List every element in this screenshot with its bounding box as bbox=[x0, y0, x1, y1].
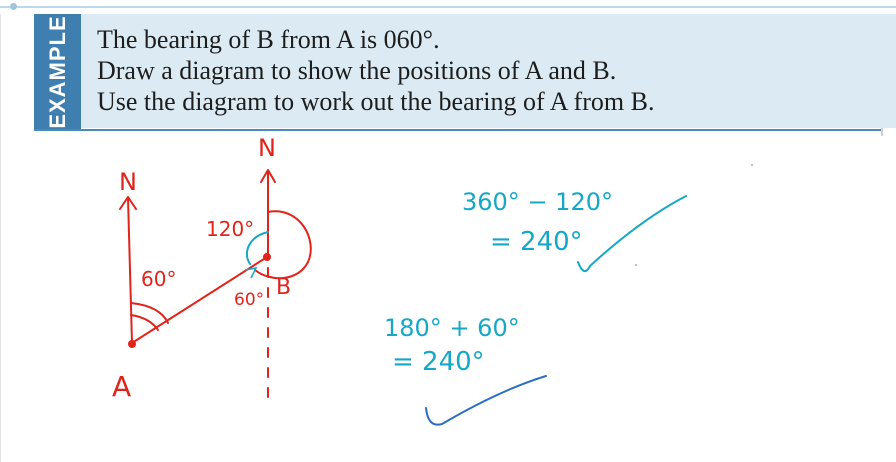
label-angle-60-b: 60° bbox=[234, 290, 265, 310]
method2-line1: 180° + 60° bbox=[384, 314, 520, 342]
point-b bbox=[263, 253, 271, 261]
tick-mark-2 bbox=[426, 376, 546, 425]
label-north-b: N bbox=[258, 134, 276, 162]
label-angle-60-a: 60° bbox=[141, 267, 177, 291]
question-line-1: The bearing of B from A is 060°. bbox=[97, 25, 440, 54]
method1-line1: 360° − 120° bbox=[462, 188, 613, 216]
method2-line2: = 240° bbox=[392, 347, 485, 377]
north-line-a bbox=[128, 198, 132, 343]
label-a: A bbox=[112, 370, 132, 403]
label-b: B bbox=[276, 275, 292, 300]
method1-line2: = 240° bbox=[490, 227, 583, 257]
question-line-3: Use the diagram to work out the bearing of A from B. bbox=[97, 87, 655, 116]
question-line-2: Draw a diagram to show the positions of A and B. bbox=[97, 56, 617, 85]
label-north-a: N bbox=[119, 168, 137, 196]
reflex-arc-b bbox=[255, 211, 311, 278]
point-a bbox=[128, 340, 136, 348]
angle-arc-a bbox=[131, 303, 168, 323]
label-angle-120-b: 120° bbox=[206, 217, 255, 241]
example-tab-label: EXAMPLE bbox=[44, 15, 70, 129]
